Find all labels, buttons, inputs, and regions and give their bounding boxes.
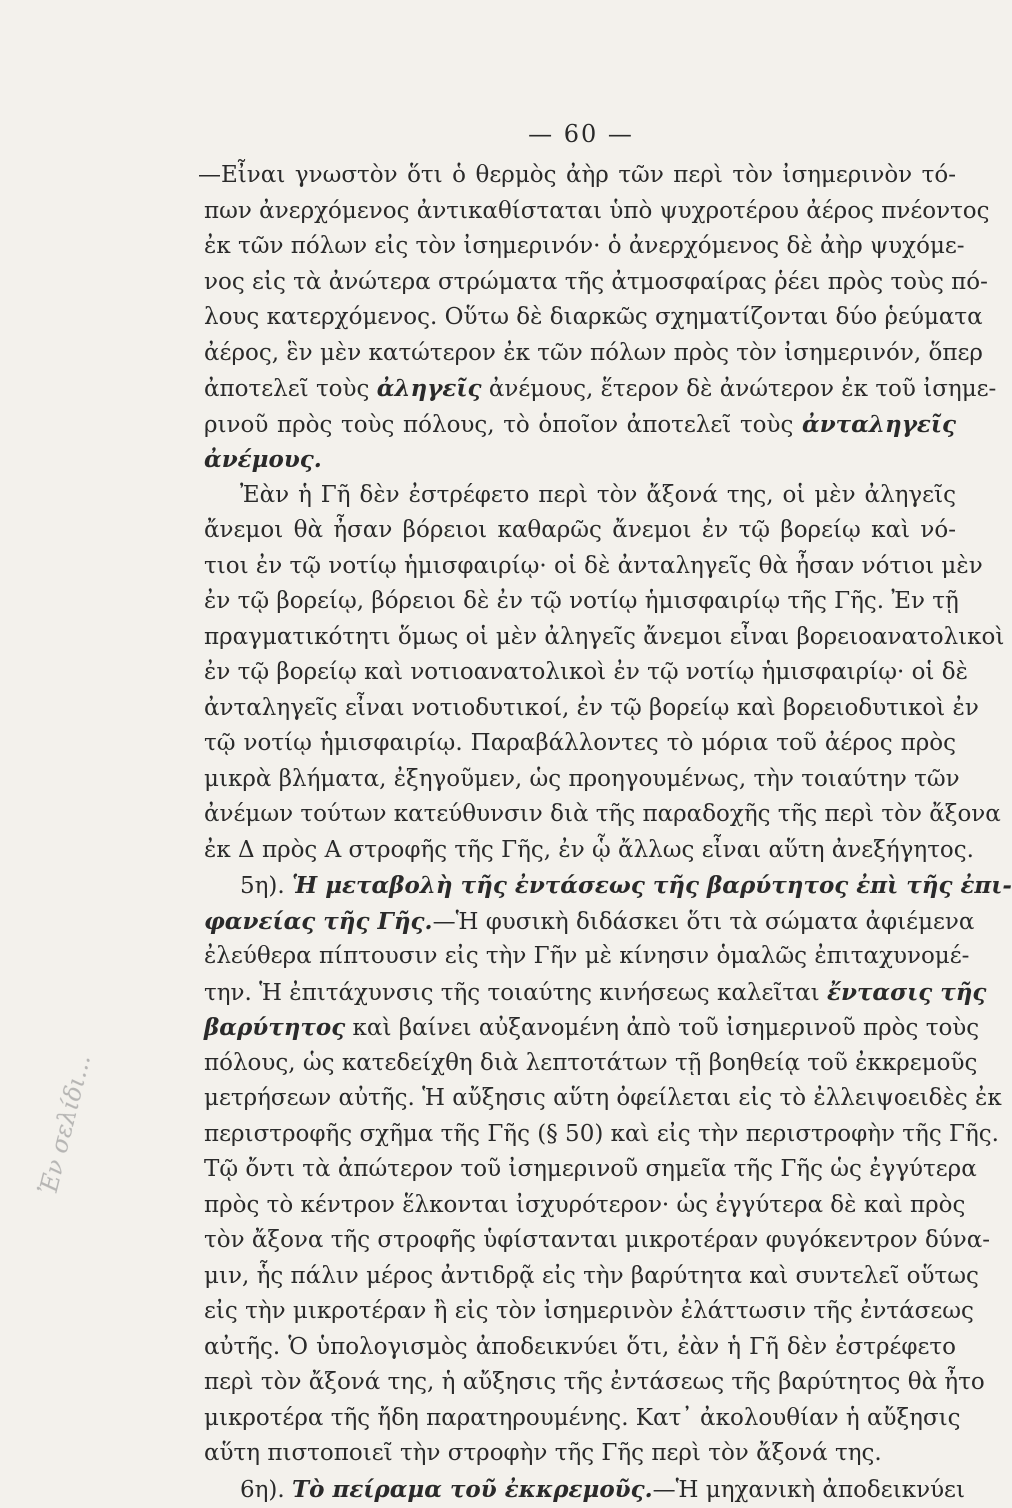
text-run: τιοι ἐν τῷ νοτίῳ ἡμισφαιρίῳ· οἱ δὲ ἀνταληγεῖς θὰ ἦσαν νότιοι μὲν: [204, 552, 983, 579]
text-line: [204, 1294, 974, 1330]
emphasized-text: ἀνέμους.: [204, 446, 322, 473]
text-line: [198, 158, 956, 194]
text-run: νος εἰς τὰ ἀνώτερα στρώματα τῆς ἀτμοσφαίρας ῥέει πρὸς τοὺς πό-: [204, 268, 988, 295]
text-run: πόλους, ὡς κατεδείχθη διὰ λεπτοτάτων τῇ βοηθείᾳ τοῦ ἐκκρεμοῦς: [204, 1049, 978, 1076]
text-line: [204, 265, 988, 301]
text-run: εἰς τὴν μικροτέραν ἢ εἰς τὸν ἰσημερινὸν ἐλάττωσιν τῆς ἐντάσεως: [204, 1298, 974, 1324]
text-run: μιν, ἧς πάλιν μέρος ἀντιδρᾷ εἰς τὴν βαρύτητα καὶ συντελεῖ οὕτως: [204, 1262, 979, 1289]
text-line: [204, 904, 975, 940]
text-run: ἀνέμων τούτων κατεύθυνσιν διὰ τῆς παραδοχῆς τῆς περὶ τὸν ἄξονα: [204, 801, 1001, 827]
text-run: ἐκ τῶν πόλων εἰς τὸν ἰσημερινόν· ὁ ἀνερχόμενος δὲ ἀὴρ ψυχόμε-: [204, 233, 965, 259]
text-line: [204, 549, 983, 585]
text-line: [204, 1152, 977, 1188]
text-run: αὐτῆς. Ὁ ὑπολογισμὸς ἀποδεικνύει ὅτι, ἐὰν ἡ Γῆ δὲν ἐστρέφετο: [204, 1333, 956, 1360]
text-run: ἀνέμους, ἕτερον δὲ ἀνώτερον ἐκ τοῦ ἰσημε-: [481, 376, 997, 402]
text-run: τῷ νοτίῳ ἡμισφαιρίῳ. Παραβάλλοντες τὸ μόρια τοῦ ἀέρος πρὸς: [204, 730, 956, 756]
text-line: [204, 1010, 980, 1046]
text-run: —Ἡ μηχανικὴ ἀποδεικνύει: [652, 1476, 965, 1503]
text-line: [204, 691, 979, 727]
text-line: [204, 407, 956, 443]
text-run: ἀποτελεῖ τοὺς: [204, 376, 377, 402]
text-run: περὶ τὸν ἄξονά της, ἡ αὔξησις τῆς ἐντάσεως τῆς βαρύτητος θὰ ἦτο: [204, 1369, 985, 1395]
text-line: [204, 762, 960, 798]
text-line: [204, 1472, 965, 1508]
text-run: ρινοῦ πρὸς τοὺς πόλους, τὸ ὁποῖον ἀποτελεῖ τοὺς: [204, 411, 803, 438]
text-line: [204, 513, 956, 549]
text-line: [204, 371, 997, 407]
text-line: [204, 833, 974, 869]
text-run: ἐν τῷ βορείῳ καὶ νοτιοανατολικοὶ ἐν τῷ νοτίῳ ἡμισφαιρίῳ· οἱ δὲ: [204, 659, 968, 685]
text-line: [204, 1401, 961, 1437]
text-line: [204, 868, 1012, 904]
text-line: [204, 194, 990, 230]
text-run: Ἐὰν ἡ Γῆ δὲν ἐστρέφετο περὶ τὸν ἄξονά της, οἱ μὲν ἀληγεῖς: [240, 481, 956, 508]
text-run: Τῷ ὄντι τὰ ἀπώτερον τοῦ ἰσημερινοῦ σημεῖα τῆς Γῆς ὡς ἐγγύτερα: [204, 1156, 977, 1182]
text-run: —Εἶναι γνωστὸν ὅτι ὁ θερμὸς ἀὴρ τῶν περὶ τὸν ἰσημερινὸν τό-: [198, 162, 956, 188]
text-line: [204, 726, 956, 762]
emphasized-text: Ἡ μεταβολὴ τῆς ἐντάσεως τῆς βαρύτητος ἐπὶ τῆς ἐπι-: [292, 872, 1012, 899]
text-run: ἐλεύθερα πίπτουσιν εἰς τὴν Γῆν μὲ κίνησιν ὁμαλῶς ἐπιταχυνομέ-: [204, 943, 970, 969]
text-line: [204, 797, 1001, 833]
text-run: μετρήσεων αὐτῆς. Ἡ αὔξησις αὕτη ὀφείλεται εἰς τὸ ἐλλειψοειδὲς ἐκ: [204, 1085, 1002, 1111]
text-run: την. Ἡ ἐπιτάχυνσις τῆς τοιαύτης κινήσεως καλεῖται: [204, 979, 827, 1006]
text-run: —Ἡ φυσικὴ διδάσκει ὅτι τὰ σώματα ἀφιέμενα: [432, 908, 975, 935]
text-run: πρὸς τὸ κέντρον ἕλκονται ἰσχυρότερον· ὡς ἐγγύτερα δὲ καὶ πρὸς: [204, 1191, 966, 1218]
text-run: πραγματικότητι ὅμως οἱ μὲν ἀληγεῖς ἄνεμοι εἶναι βορειοανατολικοὶ: [204, 623, 1005, 650]
text-run: τὸν ἄξονα τῆς στροφῆς ὑφίστανται μικροτέραν φυγόκεντρον δύνα-: [204, 1227, 991, 1253]
text-run: αὕτη πιστοποιεῖ τὴν στροφὴν τῆς Γῆς περὶ τὸν ἄξονά της.: [204, 1440, 882, 1466]
emphasized-text: Τὸ πείραμα τοῦ ἐκκρεμοῦς.: [292, 1475, 653, 1503]
emphasized-text: ἔντασις τῆς: [827, 978, 987, 1006]
emphasized-text: ἀληγεῖς: [376, 375, 482, 402]
text-line: [204, 1188, 966, 1224]
text-line: [204, 1259, 979, 1295]
text-line: [204, 300, 983, 336]
text-line: [204, 1330, 956, 1366]
margin-note-text: Ἐν σελίδι...: [34, 1051, 97, 1198]
text-line: [204, 1081, 1002, 1117]
text-line: [204, 442, 956, 478]
text-run: μικρὰ βλήματα, ἐξηγοῦμεν, ὡς προηγουμένως, τὴν τοιαύτην τῶν: [204, 765, 960, 792]
text-line: [204, 229, 965, 265]
text-line: [204, 939, 970, 975]
text-line: [204, 478, 956, 514]
body-text: [198, 158, 1012, 1507]
text-line: [204, 584, 959, 620]
text-run: ἐκ Δ πρὸς Α στροφῆς τῆς Γῆς, ἐν ᾧ ἄλλως εἶναι αὕτη ἀνεξήγητος.: [204, 836, 974, 863]
text-run: 5η).: [240, 873, 293, 899]
text-line: [204, 1365, 985, 1401]
text-run: περιστροφῆς σχῆμα τῆς Γῆς (§ 50) καὶ εἰς τὴν περιστροφὴν τῆς Γῆς.: [204, 1120, 999, 1147]
text-line: [204, 336, 983, 372]
emphasized-text: βαρύτητος: [204, 1014, 346, 1041]
text-line: [204, 975, 987, 1011]
text-run: ἐν τῷ βορείῳ, βόρειοι δὲ ἐν τῷ νοτίῳ ἡμισφαιρίῳ τῆς Γῆς. Ἐν τῇ: [204, 588, 959, 614]
text-line: [204, 1046, 978, 1082]
text-run: λους κατερχόμενος. Οὕτω δὲ διαρκῶς σχηματίζονται δύο ῥεύματα: [204, 304, 983, 330]
page-number: — 60 —: [528, 120, 634, 148]
text-run: ἄνεμοι θὰ ἦσαν βόρειοι καθαρῶς ἄνεμοι ἐν τῷ βορείῳ καὶ νό-: [204, 517, 956, 543]
text-run: 6η).: [240, 1476, 293, 1503]
text-run: μικροτέρα τῆς ἤδη παρατηρουμένης. Κατ᾽ ἀκολουθίαν ἡ αὔξησις: [204, 1404, 961, 1431]
text-line: [204, 1436, 956, 1472]
text-run: ἀέρος, ἓν μὲν κατώτερον ἐκ τῶν πόλων πρὸς τὸν ἰσημερινόν, ὅπερ: [204, 339, 983, 366]
text-line: [204, 1223, 991, 1259]
text-line: [204, 1117, 999, 1153]
text-line: [204, 620, 1005, 656]
text-line: [204, 655, 968, 691]
text-run: καὶ βαίνει αὐξανομένη ἀπὸ τοῦ ἰσημερινοῦ πρὸς τοὺς: [345, 1015, 980, 1041]
emphasized-text: φανείας τῆς Γῆς.: [204, 907, 433, 935]
text-run: πων ἀνερχόμενος ἀντικαθίσταται ὑπὸ ψυχροτέρου ἀέρος πνέοντος: [204, 197, 990, 224]
text-run: ἀνταληγεῖς εἶναι νοτιοδυτικοί, ἐν τῷ βορείῳ καὶ βορειοδυτικοὶ ἐν: [204, 694, 979, 721]
emphasized-text: ἀνταληγεῖς: [802, 410, 956, 438]
